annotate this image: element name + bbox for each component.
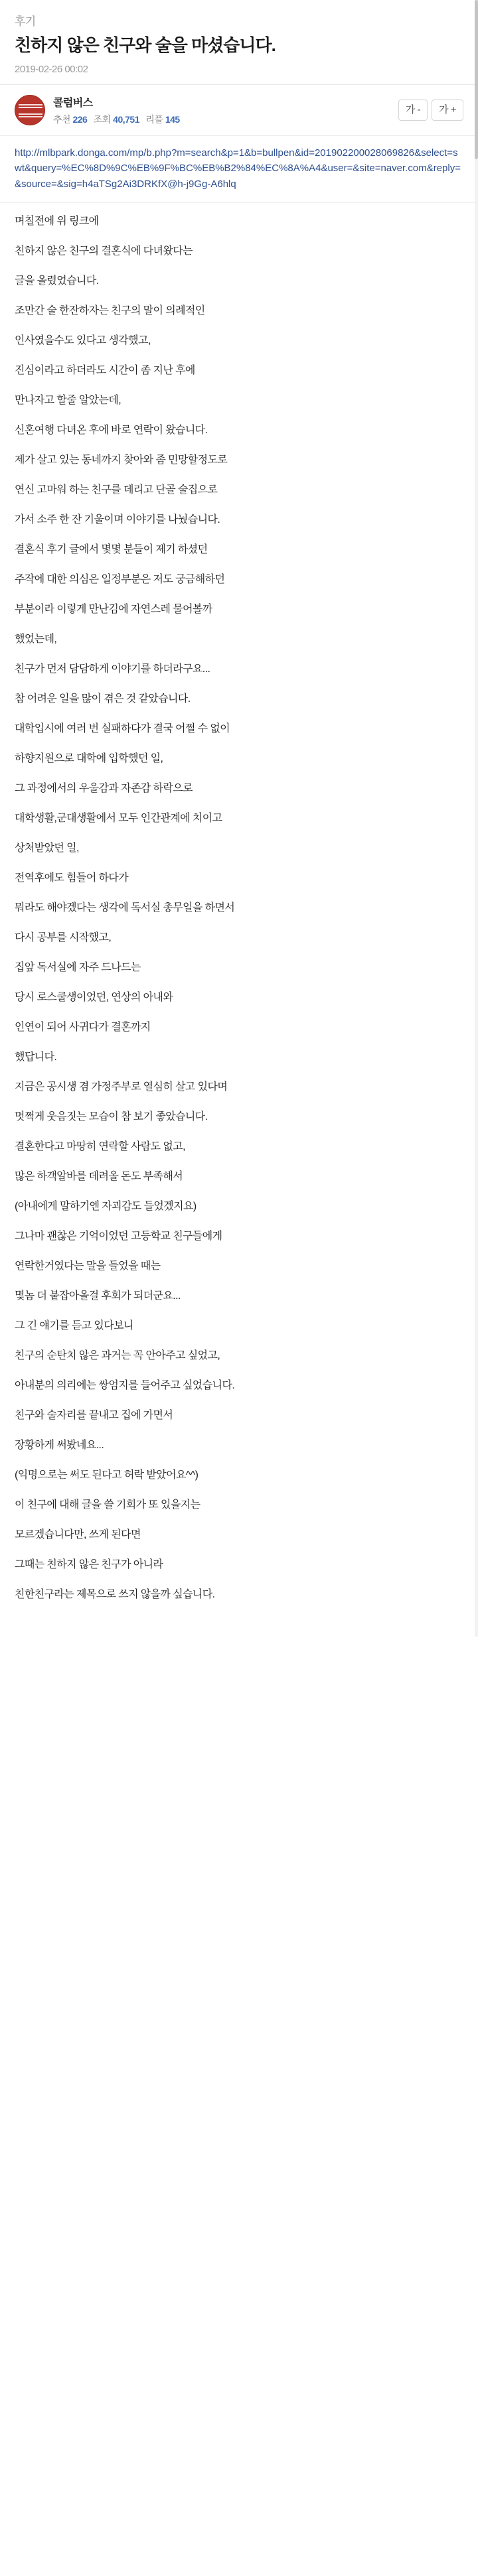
body-paragraph: 결혼한다고 마땅히 연락할 사람도 없고, <box>15 1140 185 1152</box>
body-paragraph: 친하지 않은 친구의 결혼식에 다녀왔다는 <box>15 245 193 257</box>
body-paragraph: 대학입시에 여러 번 실패하다가 결국 어쩔 수 없이 <box>15 722 230 734</box>
body-paragraph: 하향지원으로 대학에 입학했던 일, <box>15 752 163 764</box>
body-paragraph: 했었는데, <box>15 633 57 645</box>
body-paragraph: 뭐라도 해야겠다는 생각에 독서실 총무일을 하면서 <box>15 902 235 914</box>
body-paragraph: 진심이라고 하더라도 시간이 좀 지난 후에 <box>15 364 195 376</box>
body-paragraph: 연신 고마워 하는 친구를 데리고 단골 술집으로 <box>15 484 218 496</box>
body-paragraph: 인사였을수도 있다고 생각했고, <box>15 334 151 346</box>
body-paragraph: 했답니다. <box>15 1051 57 1063</box>
body-paragraph: 상처받았던 일, <box>15 842 79 854</box>
body-paragraph: 멋쩍게 웃음짓는 모습이 참 보기 좋았습니다. <box>15 1111 208 1122</box>
scrollbar-track[interactable] <box>475 0 478 1637</box>
body-paragraph: 대학생활,군대생활에서 모두 인간관계에 치이고 <box>15 812 222 824</box>
views-count: 40,751 <box>113 114 139 125</box>
body-paragraph: 모르겠습니다만, 쓰게 된다면 <box>15 1528 141 1540</box>
body-paragraph: (익명으로는 써도 된다고 허락 받았어요^^) <box>15 1469 199 1481</box>
body-paragraph: 며칠전에 위 링크에 <box>15 215 99 227</box>
body-paragraph: 연락한거였다는 말을 들었을 때는 <box>15 1260 161 1272</box>
post-date: 2019-02-26 00:02 <box>15 64 88 76</box>
body-paragraph: 지금은 공시생 겸 가정주부로 열심히 살고 있다며 <box>15 1081 228 1093</box>
post-body <box>0 203 478 1637</box>
scrollbar-thumb[interactable] <box>475 0 478 159</box>
views-label: 조회 <box>93 114 111 125</box>
body-paragraph: 제가 살고 있는 동네까지 찾아와 좀 민망할정도로 <box>15 454 228 466</box>
post-stats <box>53 113 398 126</box>
body-paragraph: 이 친구에 대해 글을 쓸 기회가 또 있을지는 <box>15 1499 200 1511</box>
comments-count: 145 <box>165 114 180 125</box>
body-paragraph: 참 어려운 일을 많이 겪은 것 같았습니다. <box>15 693 191 705</box>
author-name[interactable]: 콜럼버스 <box>53 98 93 109</box>
comments-label: 리플 <box>145 114 163 125</box>
author-meta <box>53 94 398 126</box>
body-paragraph: (아내에게 말하기엔 자괴감도 들었겠지요) <box>15 1200 197 1212</box>
recommend-count: 226 <box>72 114 88 125</box>
page-title: 친하지 않은 친구와 술을 마셨습니다. <box>15 35 276 55</box>
author-row <box>0 85 478 136</box>
font-decrease-button[interactable]: 가 - <box>398 100 428 121</box>
body-paragraph: 친구가 먼저 담담하게 이야기를 하더라구요... <box>15 663 210 675</box>
body-paragraph: 조만간 술 한잔하자는 친구의 말이 의례적인 <box>15 305 205 316</box>
body-paragraph: 아내분의 의리에는 쌍엄지를 들어주고 싶었습니다. <box>15 1379 235 1391</box>
body-paragraph: 장황하게 써봤네요... <box>15 1439 104 1451</box>
body-paragraph: 그 과정에서의 우울감과 자존감 하락으로 <box>15 782 193 794</box>
body-paragraph: 친구의 순탄치 않은 과거는 꼭 안아주고 싶었고, <box>15 1349 220 1361</box>
post-category: 후기 <box>15 15 36 28</box>
font-size-control <box>398 100 463 121</box>
font-increase-button[interactable]: 가 + <box>432 100 463 121</box>
body-paragraph: 주작에 대한 의심은 일정부분은 저도 궁금해하던 <box>15 573 225 585</box>
avatar[interactable] <box>15 95 45 125</box>
body-paragraph: 당시 로스쿨생이었던, 연상의 아내와 <box>15 991 173 1003</box>
post-header <box>0 0 478 85</box>
source-link[interactable]: http://mlbpark.donga.com/mp/b.php?m=search&p=1&b=bullpen&id=201902200028069826&select=swt&query=%EC%8D%9C%EB%9F%BC%EB%B2%84%EC%8A%A4&user=&site=naver.com&reply=&source=&sig=h4aTSg2Ai3DRKfX@h-j9Gg-A6hlq <box>0 136 478 203</box>
recommend-label: 추천 <box>53 114 71 125</box>
body-paragraph: 집앞 독서실에 자주 드나드는 <box>15 961 141 973</box>
body-paragraph: 그나마 괜찮은 기억이었던 고등학교 친구들에게 <box>15 1230 222 1242</box>
body-paragraph: 부분이라 이렇게 만난김에 자연스레 물어볼까 <box>15 603 212 615</box>
body-paragraph: 가서 소주 한 잔 기울이며 이야기를 나눴습니다. <box>15 513 220 525</box>
body-paragraph: 결혼식 후기 글에서 몇몇 분들이 제기 하셨던 <box>15 543 208 555</box>
body-paragraph: 다시 공부를 시작했고, <box>15 931 112 943</box>
body-paragraph: 만나자고 할줄 알았는데, <box>15 394 121 406</box>
body-paragraph: 친한친구라는 제목으로 쓰지 않을까 싶습니다. <box>15 1588 215 1600</box>
body-paragraph: 많은 하객알바를 데려올 돈도 부족해서 <box>15 1170 183 1182</box>
body-paragraph: 그때는 친하지 않은 친구가 아니라 <box>15 1558 163 1570</box>
body-paragraph: 친구와 술자리를 끝내고 집에 가면서 <box>15 1409 173 1421</box>
body-paragraph: 글을 올렸었습니다. <box>15 275 99 287</box>
body-paragraph: 전역후에도 힘들어 하다가 <box>15 872 129 884</box>
body-paragraph: 그 긴 얘기를 듣고 있다보니 <box>15 1320 133 1331</box>
body-paragraph: 신혼여행 다녀온 후에 바로 연락이 왔습니다. <box>15 424 208 436</box>
body-paragraph: 인연이 되어 사귀다가 결혼까지 <box>15 1021 151 1033</box>
body-paragraph: 몇놈 더 붙잡아올걸 후회가 되더군요... <box>15 1290 181 1302</box>
